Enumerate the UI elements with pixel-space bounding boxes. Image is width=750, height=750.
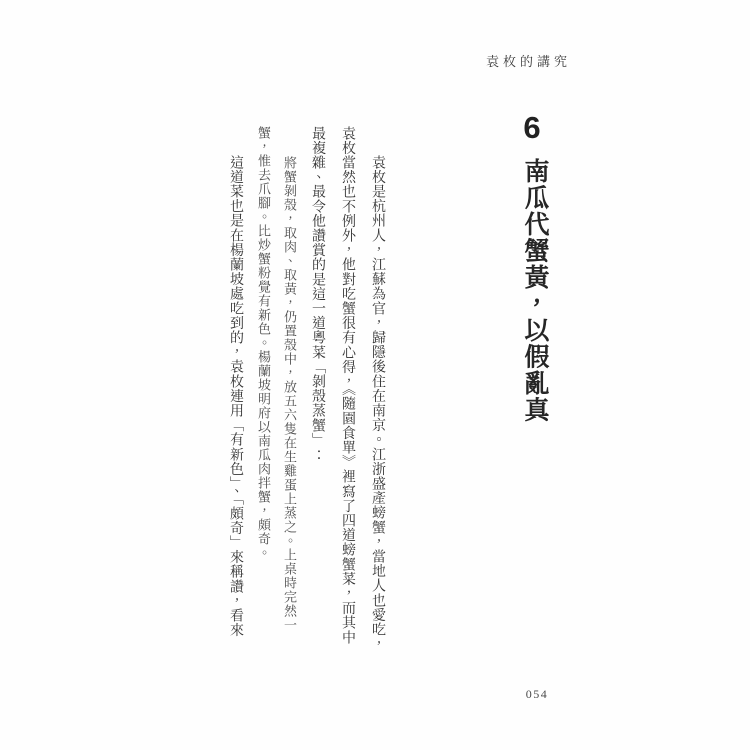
- page-number: 054: [525, 687, 549, 701]
- chapter-number: 6: [523, 110, 541, 145]
- paragraph-1: 袁枚是杭州人，江蘇為官，歸隱後住在南京。江浙盛產螃蟹，當地人也愛吃，袁枚當然也不例外，他對吃蟹很有心得，《隨園食單》裡寫了四道螃蟹菜，而其中最複雜、最令他讚賞的是這一道粵菜「剝殼蒸蟹」：: [310, 126, 385, 652]
- body-text-block: [185, 126, 392, 653]
- chapter-title: 南瓜代蟹黃，以假亂真: [521, 158, 548, 423]
- recipe-quote: 將蟹剝殼，取肉、取黃，仍置殼中，放五六隻在生雞蛋上蒸之。上桌時完然一蟹，惟去爪腳。比炒蟹粉覺有新色。楊蘭坡明府以南瓜肉拌蟹，頗奇。: [256, 126, 297, 632]
- running-head: 袁枚的講究: [486, 54, 572, 69]
- paragraph-2: 這道菜也是在楊蘭坡處吃到的，袁枚連用「有新色」、「頗奇」來稱讚，看來: [228, 155, 243, 638]
